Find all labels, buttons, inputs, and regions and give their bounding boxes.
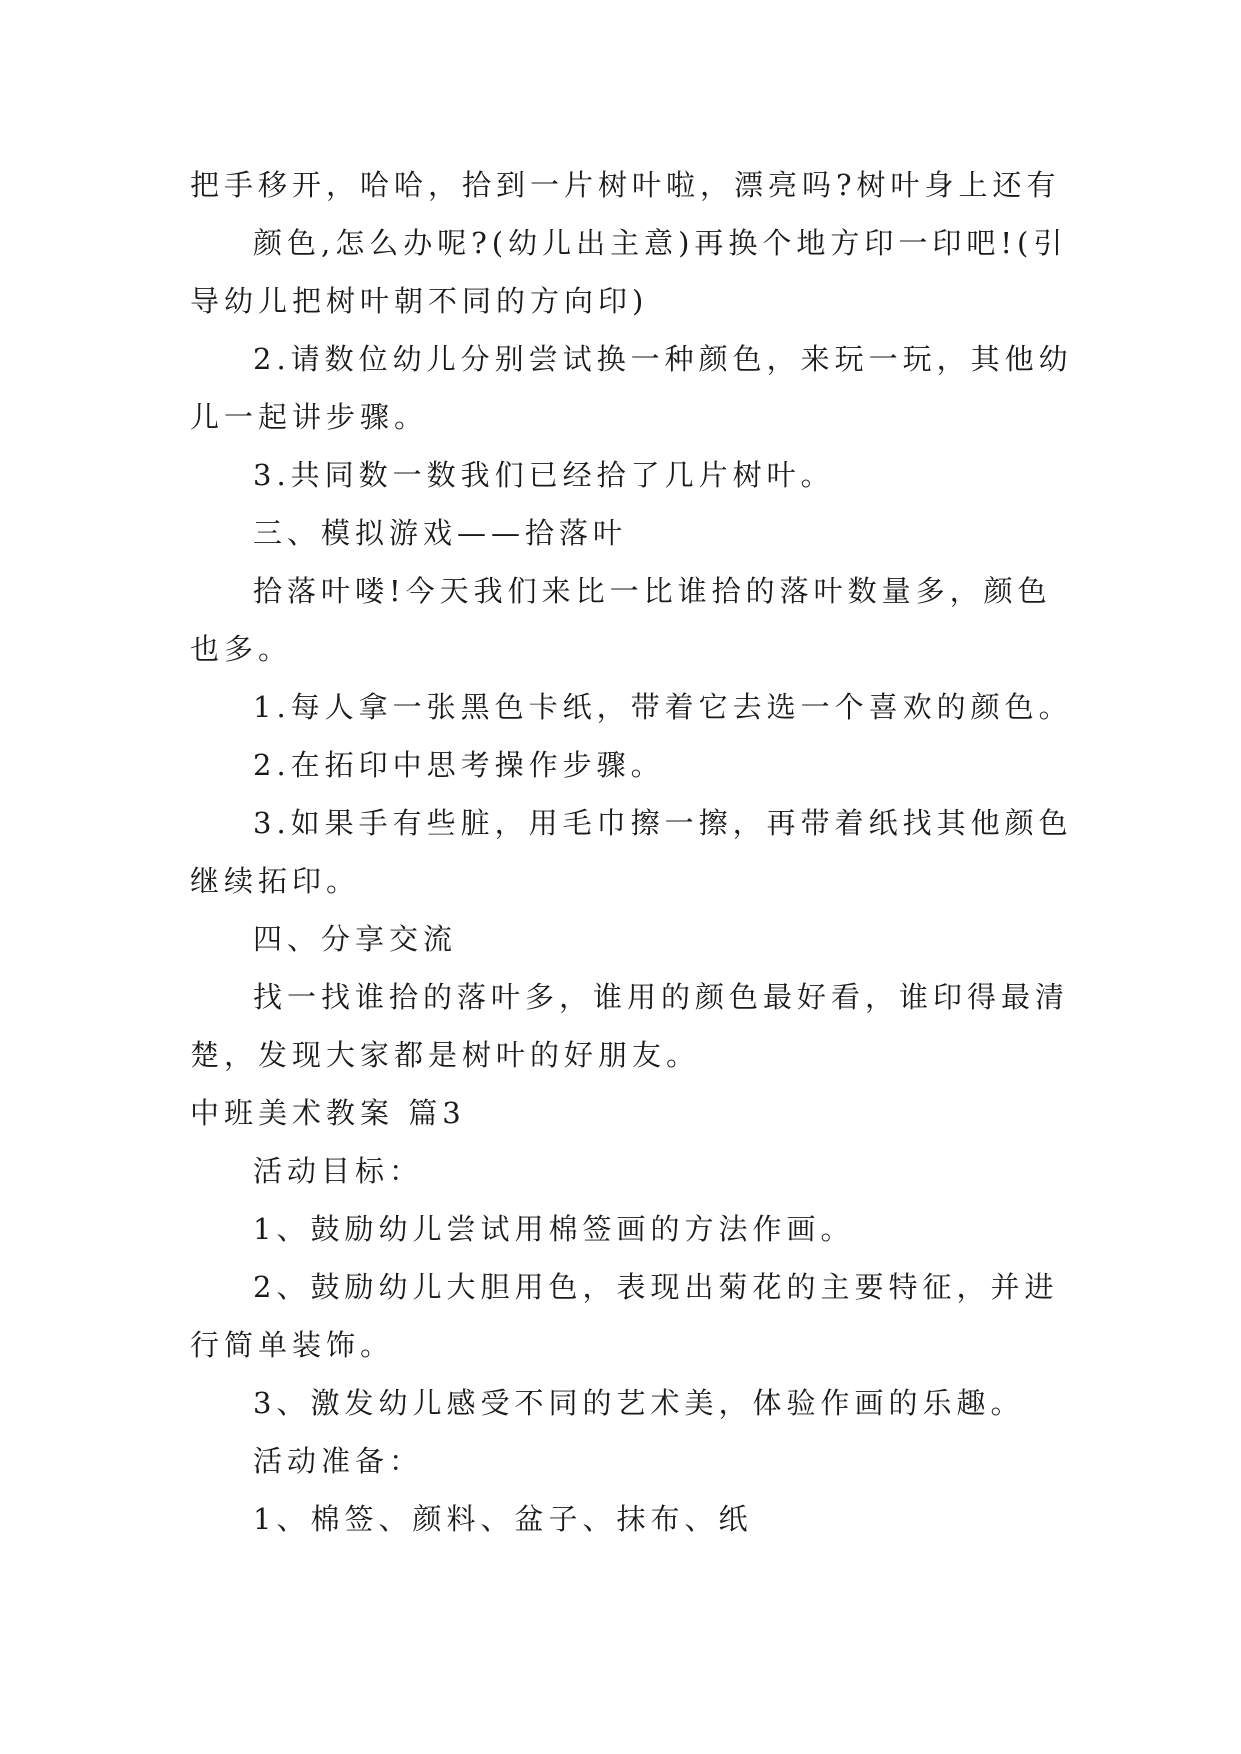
text-line: 1.每人拿一张黑色卡纸，带着它去选一个喜欢的颜色。 (253, 690, 1073, 724)
section-heading: 活动准备： (253, 1444, 424, 1478)
text-line: 2、鼓励幼儿大胆用色，表现出菊花的主要特征，并进 (253, 1270, 1059, 1304)
text-line: 导幼儿把树叶朝不同的方向印) (190, 284, 649, 318)
article-title: 中班美术教案 篇3 (190, 1096, 466, 1130)
text-line: 把手移开，哈哈，拾到一片树叶啦，漂亮吗?树叶身上还有 (190, 168, 1061, 202)
text-line: 1、棉签、颜料、盆子、抹布、纸 (253, 1502, 753, 1536)
text-line: 继续拓印。 (190, 864, 361, 898)
section-heading: 三、模拟游戏——拾落叶 (253, 516, 628, 550)
text-line: 也多。 (190, 632, 293, 666)
text-line: 儿一起讲步骤。 (190, 400, 429, 434)
text-line: 找一找谁拾的落叶多，谁用的颜色最好看，谁印得最清 (253, 980, 1070, 1014)
section-heading: 四、分享交流 (253, 922, 458, 956)
text-line: 2.在拓印中思考操作步骤。 (253, 748, 665, 782)
text-line: 3.如果手有些脏，用毛巾擦一擦，再带着纸找其他颜色 (253, 806, 1073, 840)
text-line: 2.请数位幼儿分别尝试换一种颜色，来玩一玩，其他幼 (253, 342, 1073, 376)
section-heading: 活动目标： (253, 1154, 424, 1188)
text-line: 3、激发幼儿感受不同的艺术美，体验作画的乐趣。 (253, 1386, 1025, 1420)
text-line: 3.共同数一数我们已经拾了几片树叶。 (253, 458, 835, 492)
text-line: 颜色,怎么办呢?(幼儿出主意)再换个地方印一印吧!(引 (253, 226, 1068, 260)
text-line: 1、鼓励幼儿尝试用棉签画的方法作画。 (253, 1212, 855, 1246)
text-line: 行简单装饰。 (190, 1328, 395, 1362)
text-line: 楚，发现大家都是树叶的好朋友。 (190, 1038, 701, 1072)
text-line: 拾落叶喽!今天我们来比一比谁拾的落叶数量多，颜色 (253, 574, 1052, 608)
